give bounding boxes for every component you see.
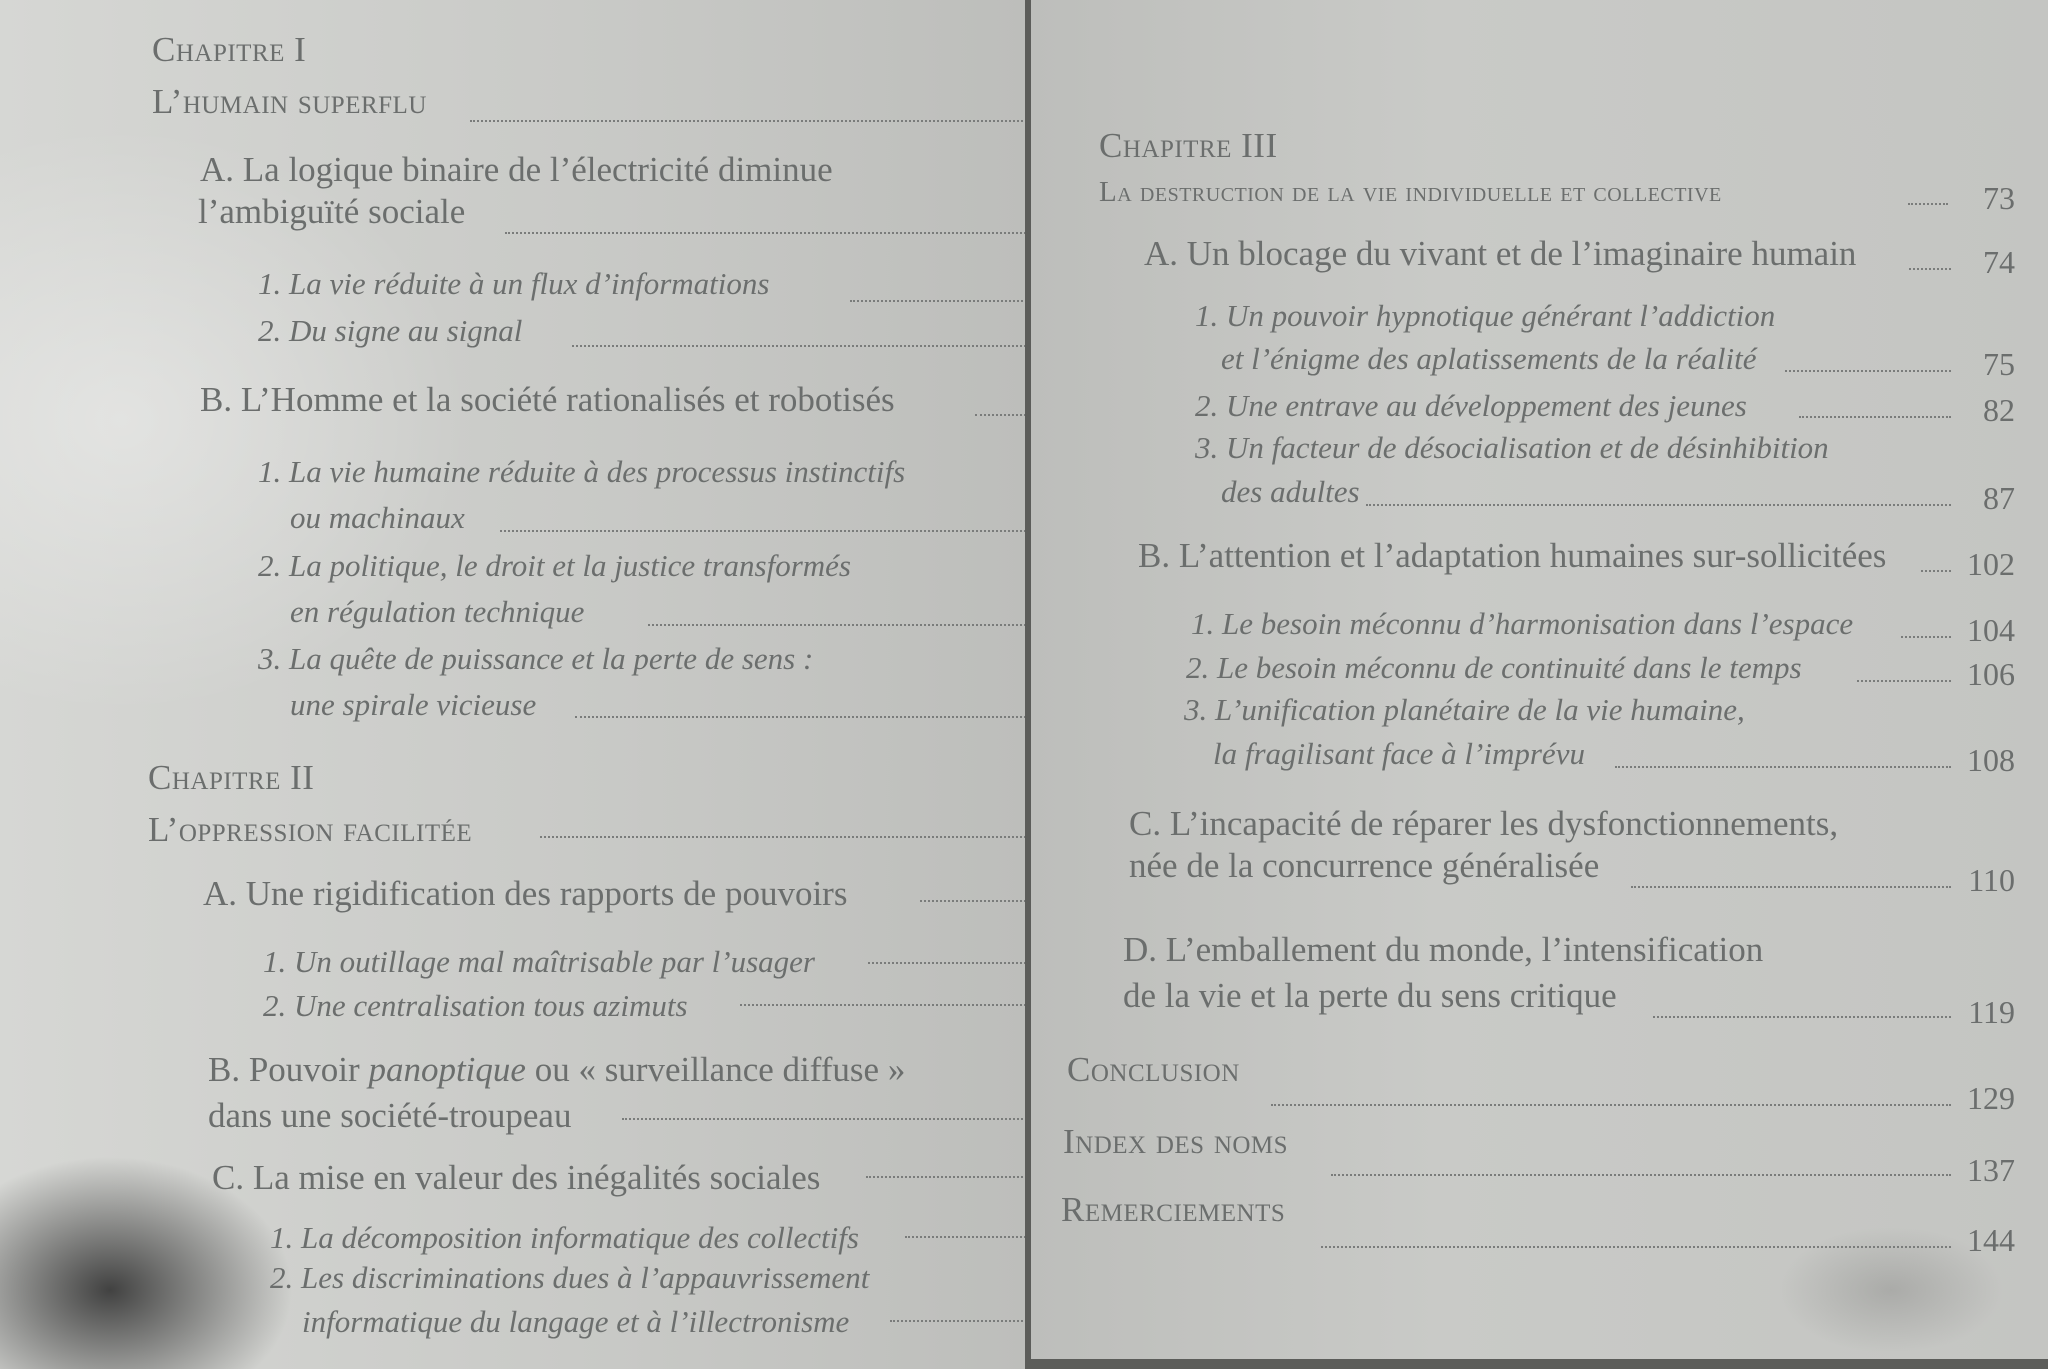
section-3d-line1: D. L’emballement du monde, l’intensification [1123, 930, 1764, 969]
leader-dots [648, 624, 1025, 626]
item-3a3-line1: 3. Un facteur de désocialisation et de désinhibition [1195, 430, 1829, 465]
chapter-3-title: La destruction de la vie individuelle et collective [1099, 176, 1722, 208]
right-page [1031, 0, 2048, 1359]
leader-dots [1615, 766, 1951, 768]
item-1b3-line2: une spirale vicieuse [290, 687, 537, 722]
section-3a: A. Un blocage du vivant et de l’imaginaire humain [1144, 234, 1857, 273]
item-2c2-line1: 2. Les discriminations dues à l’appauvrissement [270, 1260, 870, 1295]
section-1a-line2: l’ambiguïté sociale [198, 192, 466, 231]
section-3d-line2: de la vie et la perte du sens critique [1123, 976, 1617, 1015]
leader-dots [575, 716, 1025, 718]
page-number: 74 [1983, 244, 2015, 280]
chapter-2-label: Chapitre II [148, 758, 315, 797]
leader-dots [505, 232, 1025, 234]
page-number: 75 [1983, 346, 2015, 382]
page-number: 106 [1967, 656, 2015, 692]
leader-dots [540, 836, 1025, 838]
item-2a2: 2. Une centralisation tous azimuts [263, 988, 688, 1023]
leader-dots [1331, 1174, 1951, 1176]
leader-dots [850, 300, 1025, 302]
page-number: 87 [1983, 480, 2015, 516]
leader-dots [920, 900, 1025, 902]
leader-dots [890, 1320, 1025, 1322]
section-1a-line1: A. La logique binaire de l’électricité diminue [200, 150, 833, 189]
item-1b3-line1: 3. La quête de puissance et la perte de sens : [258, 641, 814, 676]
section-2b-em: panoptique [368, 1050, 526, 1089]
page-number: 110 [1968, 862, 2015, 898]
item-1a2: 2. Du signe au signal [258, 313, 523, 348]
leader-dots [1785, 370, 1951, 372]
leader-dots [1908, 203, 1948, 205]
leader-dots [1909, 268, 1951, 270]
section-3c-line1: C. L’incapacité de réparer les dysfonctionnements, [1129, 804, 1839, 843]
item-3a2: 2. Une entrave au développement des jeunes [1195, 388, 1747, 423]
page-number: 129 [1967, 1080, 2015, 1116]
leader-dots [975, 414, 1025, 416]
item-3a1-line2: et l’énigme des aplatissements de la réalité [1221, 341, 1757, 376]
page-number: 108 [1967, 742, 2015, 778]
page-number: 73 [1983, 180, 2015, 216]
section-1b: B. L’Homme et la société rationalisés et robotisés [200, 380, 895, 419]
leader-dots [740, 1004, 1025, 1006]
conclusion-title: Conclusion [1067, 1050, 1240, 1089]
page-number: 119 [1968, 994, 2015, 1030]
section-3c-line2: née de la concurrence généralisée [1129, 846, 1600, 885]
item-3a1-line1: 1. Un pouvoir hypnotique générant l’addiction [1195, 298, 1776, 333]
item-2c2-line2: informatique du langage et à l’illectronisme [302, 1304, 850, 1339]
leader-dots [470, 120, 1025, 122]
item-3b3-line1: 3. L’unification planétaire de la vie humaine, [1184, 692, 1745, 727]
page-number: 102 [1967, 546, 2015, 582]
section-3b: B. L’attention et l’adaptation humaines sur-sollicitées [1138, 536, 1887, 575]
page-number: 144 [1967, 1222, 2015, 1258]
item-1b1-line2: ou machinaux [290, 500, 465, 535]
leader-dots [572, 345, 1025, 347]
leader-dots [1631, 886, 1951, 888]
chapter-3-label: Chapitre III [1099, 126, 1278, 165]
leader-dots [1321, 1246, 1951, 1248]
chapter-2-title: L’oppression facilitée [148, 810, 473, 849]
section-2c: C. La mise en valeur des inégalités sociales [212, 1158, 821, 1197]
item-3a3-line2: des adultes [1221, 474, 1360, 509]
item-1b1-line1: 1. La vie humaine réduite à des processus instinctifs [258, 454, 906, 489]
leader-dots [868, 962, 1025, 964]
leader-dots [1366, 504, 1951, 506]
item-1b2-line2: en régulation technique [290, 594, 585, 629]
leader-dots [905, 1236, 1025, 1238]
item-2a1: 1. Un outillage mal maîtrisable par l’usager [263, 944, 815, 979]
item-2c1: 1. La décomposition informatique des collectifs [270, 1220, 859, 1255]
section-2a: A. Une rigidification des rapports de pouvoirs [203, 874, 848, 913]
section-2b-line2: dans une société-troupeau [208, 1096, 572, 1135]
index-title: Index des noms [1063, 1122, 1289, 1161]
page-number: 104 [1967, 612, 2015, 648]
leader-dots [1857, 680, 1951, 682]
leader-dots [1901, 636, 1951, 638]
item-1b2-line1: 2. La politique, le droit et la justice transformés [258, 548, 851, 583]
item-3b2: 2. Le besoin méconnu de continuité dans le temps [1186, 650, 1802, 685]
leader-dots [1271, 1104, 1951, 1106]
leader-dots [622, 1118, 1025, 1120]
chapter-1-title: L’humain superflu [152, 82, 427, 121]
leader-dots [1653, 1016, 1951, 1018]
page-number: 82 [1983, 392, 2015, 428]
leader-dots [500, 530, 1025, 532]
thanks-title: Remerciements [1061, 1190, 1286, 1229]
leader-dots [866, 1176, 1025, 1178]
item-3b1: 1. Le besoin méconnu d’harmonisation dans l’espace [1191, 606, 1854, 641]
leader-dots [1921, 570, 1951, 572]
item-1a1: 1. La vie réduite à un flux d’informations [258, 266, 770, 301]
page-number: 137 [1967, 1152, 2015, 1188]
section-2b-post: ou « surveillance diffuse » [525, 1050, 906, 1089]
section-2b-pre: B. Pouvoir [208, 1050, 369, 1089]
section-2b-line1 [208, 1052, 905, 1087]
leader-dots [1799, 416, 1951, 418]
item-3b3-line2: la fragilisant face à l’imprévu [1213, 736, 1585, 771]
chapter-1-label: Chapitre I [152, 30, 307, 69]
